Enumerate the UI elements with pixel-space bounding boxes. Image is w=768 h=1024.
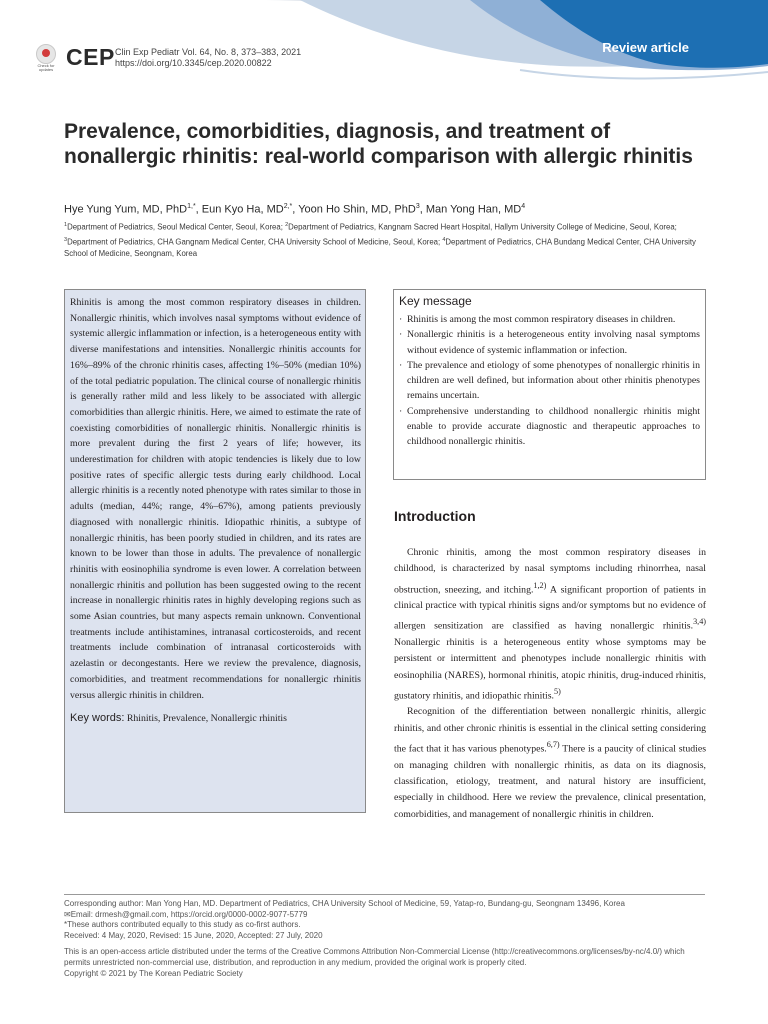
affil-sup: 3 [64, 236, 68, 243]
key-message-item: · Comprehensive understanding to childhood nonallergic rhinitis might enable to provide accurate diagnostic and therapeutic approaches to childhood nonallergic rhinitis. [399, 404, 700, 450]
introduction-body [394, 545, 706, 823]
author-sup: 1,* [187, 203, 196, 210]
author-sup: 2,* [283, 203, 293, 210]
intro-text: A significant proportion of patients in clinical practice with typical rhinitis signs and/or symptoms but no evidence of allergen sensitization are classified as having nonallergic rhinitis. [394, 583, 707, 632]
citation-line: Clin Exp Pediatr Vol. 64, No. 8, 373–383, 2021 [115, 47, 302, 57]
key-message-title: Key message [399, 294, 472, 308]
citation-ref[interactable]: 3,4) [693, 617, 706, 627]
intro-text: Chronic rhinitis, among the most common respiratory diseases in childhood, is characterized by nasal symptoms including rhinorrhea, nasal obstruction, sneezing, and itching. [394, 547, 706, 595]
author-sup: 3 [415, 203, 420, 210]
affil-sup: 2 [285, 222, 289, 228]
intro-text: Recognition of the differentiation between nonallergic rhinitis, allergic rhinitis, and other chronic rhinitis is essential in the clinical setting considering the fact that it has various phenotypes. [394, 706, 706, 755]
affil-sup: 4 [442, 236, 446, 243]
key-message-item: · The prevalence and etiology of some phenotypes of nonallergic rhinitis in children are well defined, but information about other rhinitis phenotypes remains uncertain. [399, 358, 700, 404]
abstract-box [64, 289, 366, 813]
email-text[interactable]: Email: drmesh@gmail.com, https://orcid.org/0000-0002-9077-5779 [70, 909, 308, 919]
article-title: Prevalence, comorbidities, diagnosis, and treatment of nonallergic rhinitis: real-world comparison with allergic rhinitis [64, 120, 693, 168]
keywords-list: Rhinitis, Prevalence, Nonallergic rhinitis [126, 713, 287, 725]
affil-sup: 1 [64, 222, 68, 228]
footer [64, 899, 709, 979]
article-type-label: Review article [602, 40, 689, 55]
author-name: Hye Yung Yum, MD, PhD [64, 203, 188, 216]
intro-paragraph [394, 704, 706, 822]
affil-text: Department of Pediatrics, CHA Gangnam Medical Center, CHA University School of Medicine, Seoul, Korea; [67, 237, 443, 247]
citation [115, 47, 301, 69]
affiliations [64, 219, 704, 260]
journal-logo: CEP [66, 44, 115, 70]
author-name: Eun Kyo Ha, MD [201, 203, 284, 216]
abstract-text: Rhinitis is among the most common respiratory diseases in children. Nonallergic rhinitis, which involves nasal symptoms without evidence of systemic allergic inflammation or infection, is a heterogeneous entity with diverse manifestations and intensities. Nonallergic rhinitis accounts for 16%–89% of the chronic rhinitis cases, affecting 1%–50% (median 10%) of the total pediatric population. The clinical course of nonallergic rhinitis is generally rather mild and less likely to be associated with allergic comorbidities than allergic rhinitis. Here, we aimed to estimate the rate of coexisting comorbidities of nonallergic rhinitis. Nonallergic rhinitis is more prevalent during the first 2 years of life; however, its underestimation for children with atopic tendencies is likely due to low positive rates of specific allergic tests during early childhood. Local allergic rhinitis is a recently noted phenotype with rates similar to those in adults (median, 44%; range, 4%–67%), among patients previously diagnosed with nonallergic rhinitis. Idiopathic rhinitis, a subtype of nonallergic rhinitis, has been poorly studied in children, and its rates are known to be lower than those in adults. The prevalence of nonallergic rhinitis with eosinophilia syndrome is even lower. A correlation between nonallergic rhinitis and pollution has been suggested owing to the recent increase in nonallergic rhinitis rates in highly developing regions such as some Asian countries, but many aspects remain unknown. Conventional treatments include antihistamines, intranasal corticosteroids, and recent treatments include combination of intranasal corticosteroids with azelastin or decongestants. Here we review the prevalence, diagnosis, comorbidities, and treatment recommendations for nonallergic rhinitis versus allergic rhinitis in children. [70, 297, 361, 701]
check-for-updates-badge[interactable] [31, 44, 61, 74]
key-message-box [393, 289, 706, 480]
key-message-item: · Rhinitis is among the most common respiratory diseases in children. [399, 312, 700, 327]
affil-text: Department of Pediatrics, Kangnam Sacred Heart Hospital, Hallym University College of Medicine, Seoul, Korea; [288, 222, 677, 232]
intro-text: There is a paucity of clinical studies on managing children with nonallergic rhinitis, as data on its diagnosis, classification, etiology, treatment, and natural history are insufficient, especially in childhood. Here we review the prevalence, clinical presentation, comorbidities, and management of nonallergic rhinitis in children. [394, 743, 707, 820]
introduction-heading: Introduction [394, 508, 476, 524]
equal-contribution-note: *These authors contributed equally to this study as co-first authors. [64, 920, 301, 930]
check-updates-icon [36, 44, 56, 64]
email-icon: ✉ [64, 909, 71, 919]
citation-ref[interactable]: 1,2) [533, 580, 547, 590]
citation-ref[interactable]: 6,7) [546, 740, 560, 750]
affil-text: Department of Pediatrics, Seoul Medical Center, Seoul, Korea; [67, 222, 286, 232]
article-dates: Received: 4 May, 2020, Revised: 15 June, 2020, Accepted: 27 July, 2020 [64, 930, 323, 940]
badge-text: Check for updates [37, 63, 55, 72]
key-message-item: · Nonallergic rhinitis is a heterogeneous entity involving nasal symptoms without evidence of systemic inflammation or infection. [399, 327, 700, 358]
intro-paragraph [394, 545, 706, 704]
author-name: Man Yong Han, MD [425, 203, 522, 216]
intro-text: Nonallergic rhinitis is a heterogeneous entity whose symptoms may be persistent or intermittent and phenotypes include nonallergic rhinitis with eosinophilia (NARES), hormonal rhinitis, atopic rhinitis, drug-induced rhinitis, gustatory rhinitis, and idiopathic rhinitis. [394, 637, 706, 702]
corresponding-author: Corresponding author: Man Yong Han, MD. Department of Pediatrics, CHA University School of Medicine, 59, Yatap-ro, Bundang-gu, Seongnam 13496, Korea [64, 899, 625, 908]
author-name: Yoon Ho Shin, MD, PhD [298, 203, 416, 216]
author-sup: 4 [521, 203, 526, 210]
keywords-label: Key words: [70, 712, 125, 725]
doi-link[interactable]: https://doi.org/10.3345/cep.2020.00822 [115, 58, 272, 68]
license-text: This is an open-access article distributed under the terms of the Creative Commons Attribution Non-Commercial License (http://creativecommons.org/licenses/by-nc/4.0/) which permits unrestricted non-commercial use, distribution, and reproduction in any medium, provided the original work is properly cited. [64, 947, 685, 967]
keywords [70, 712, 361, 724]
citation-ref[interactable]: 5) [554, 686, 561, 696]
key-message-list [399, 312, 700, 450]
author-email [64, 910, 709, 921]
footer-divider [64, 894, 705, 895]
author-list: Hye Yung Yum, MD, PhD$^{1,*}$, Eun Kyo Ha, $MD^{2,*}$, Yoon Ho Shin, MD, PhD$^3$, Man Yong Han, $MD^4$ [64, 203, 526, 216]
copyright: Copyright © 2021 by The Korean Pediatric Society [64, 968, 243, 978]
affil-text: Department of Pediatrics, CHA Bundang Medical Center, CHA University School of Medicine, Seongnam, Korea [64, 237, 696, 259]
